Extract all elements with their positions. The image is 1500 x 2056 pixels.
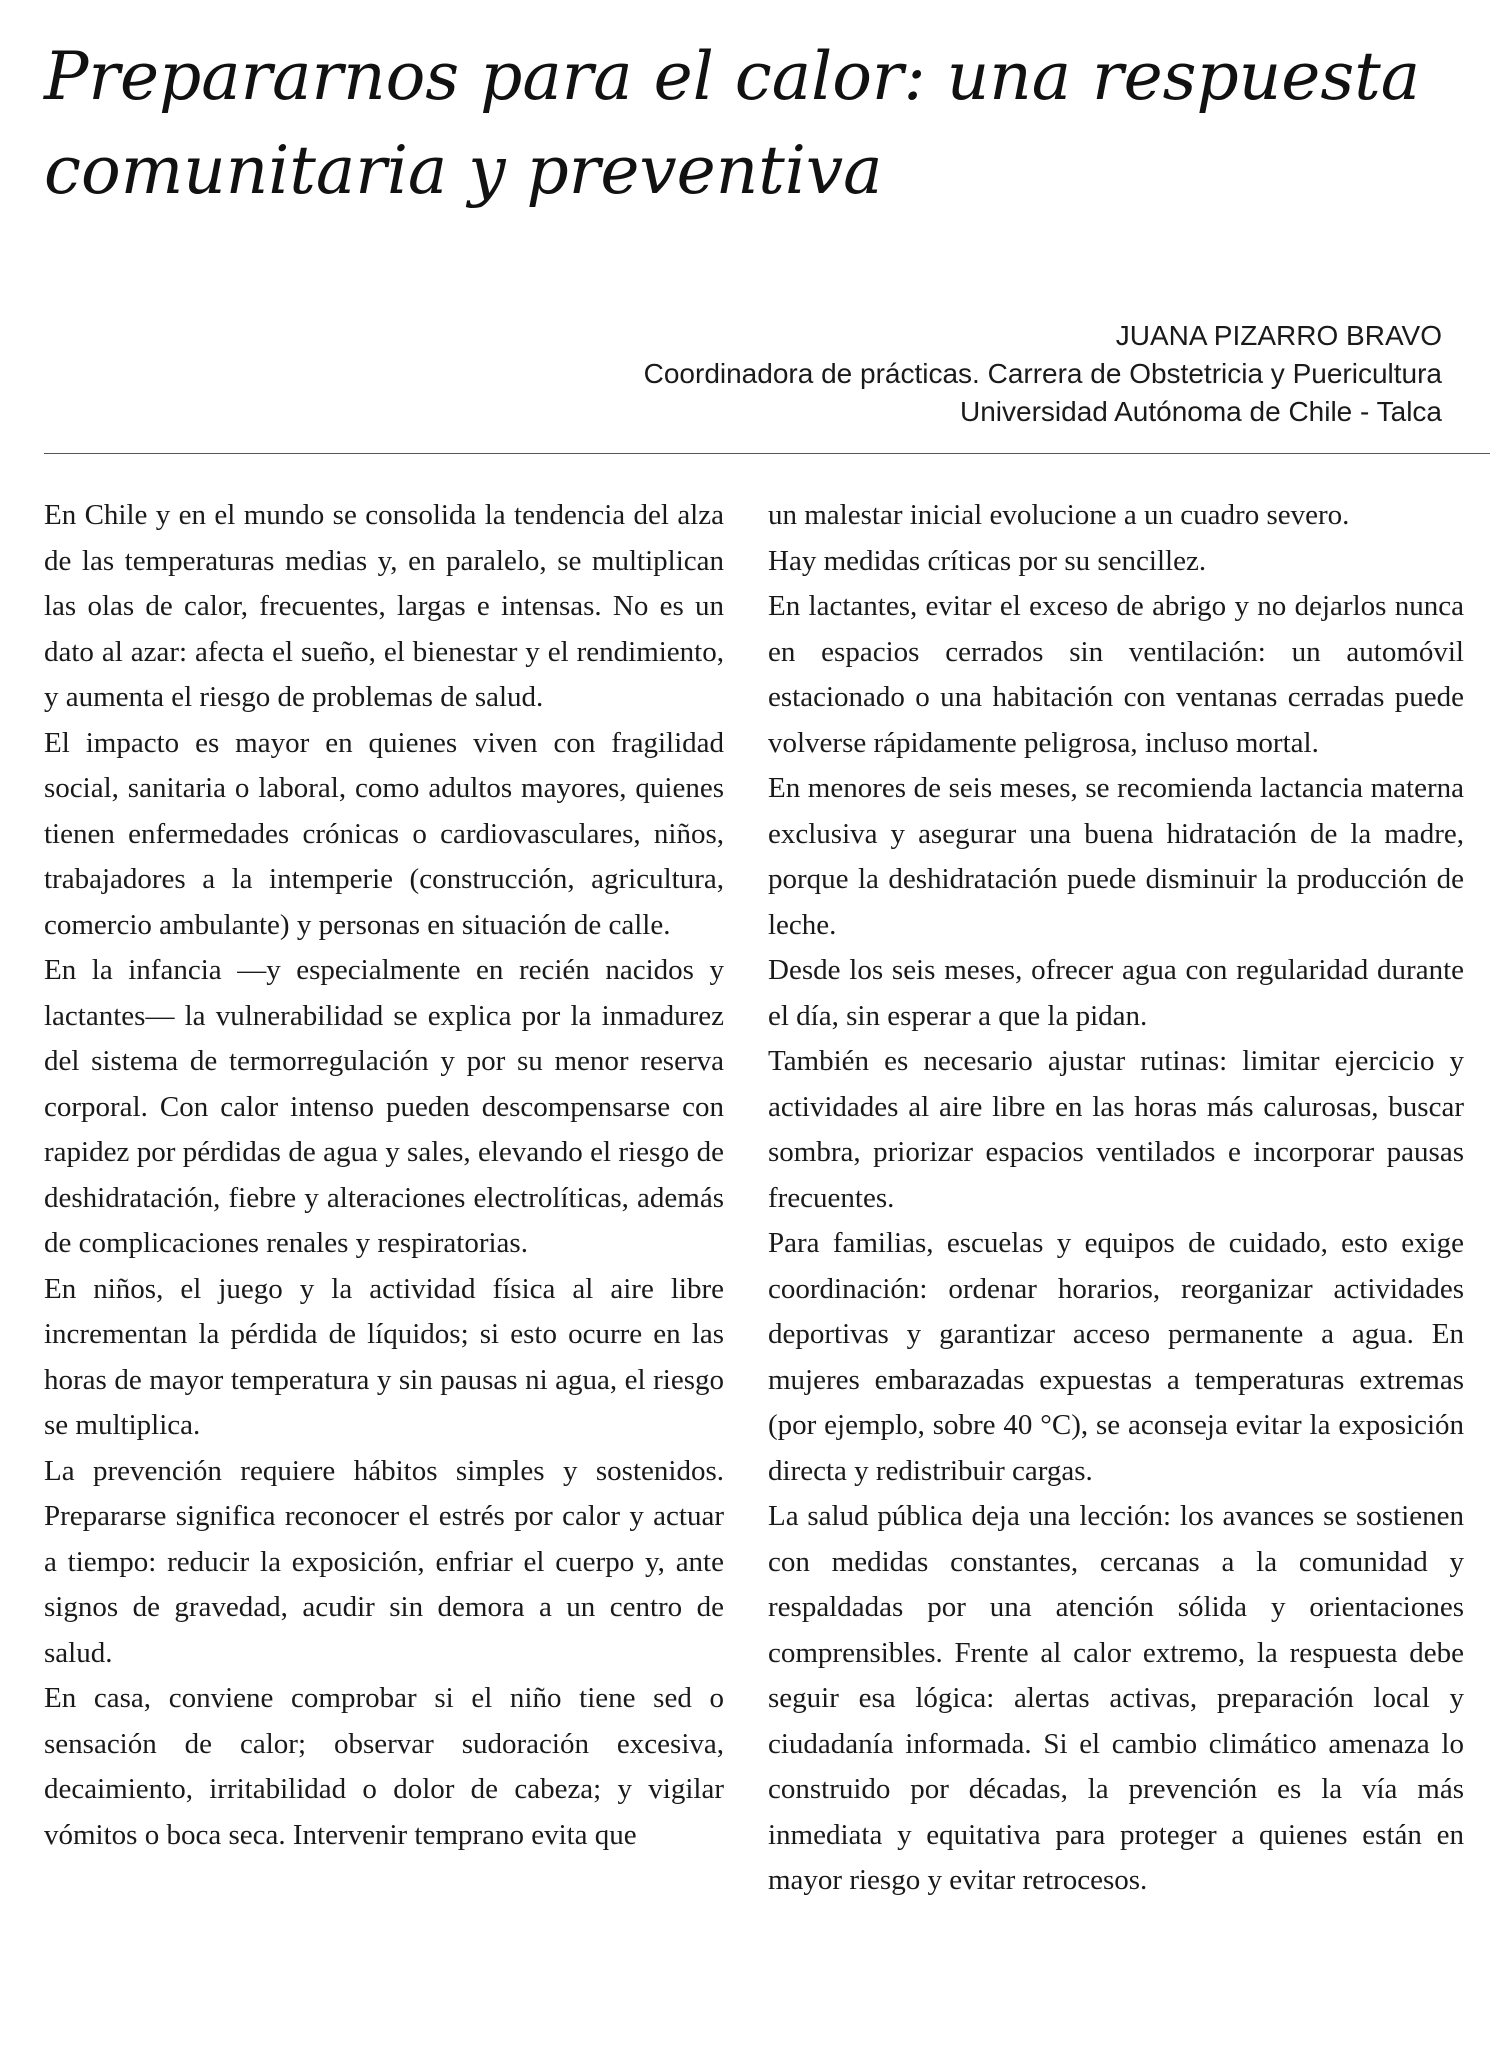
article-title: Prepararnos para el calor: una respuesta comunitaria y preventiva [44,38,1421,209]
paragraph: La salud pública deja una lección: los avances se sostienen con medidas constantes, cercanas a la comunidad y respaldadas por una atención sólida y orientaciones comprensibles. Frente al calor extremo, la respuesta debe seguir esa lógica: alertas activas, preparación local y ciudadanía informada. Si el cambio climático amenaza lo construido por décadas, la prevención es la vía más inmediata y equitativa para proteger a quienes están en mayor riesgo y evitar retrocesos. [768,1500,1464,1896]
author-affiliation: Universidad Autónoma de Chile - Talca [960,396,1442,427]
paragraph: En Chile y en el mundo se consolida la tendencia del alza de las temperaturas medias y, en paralelo, se multiplican las olas de calor, frecuentes, largas e intensas. No es un dato al azar: afecta el sueño, el bienestar y el rendimiento, y aumenta el riesgo de problemas de salud. [44,499,724,713]
paragraph: En niños, el juego y la actividad física al aire libre incrementan la pérdida de líquidos; si esto ocurre en las horas de mayor temperatura y sin pausas ni agua, el riesgo se multiplica. [44,1272,724,1441]
paragraph: En la infancia —y especialmente en recién nacidos y lactantes— la vulnerabilidad se explica por la inmadurez del sistema de termorregulación y por su menor reserva corporal. Con calor intenso pueden descompensarse con rapidez por pérdidas de agua y sales, elevando el riesgo de deshidratación, fiebre y alteraciones electrolíticas, además de complicaciones renales y respiratorias. [44,954,724,1259]
author-name: JUANA PIZARRO BRAVO [1115,320,1442,351]
paragraph: En menores de seis meses, se recomienda lactancia materna exclusiva y asegurar una buena hidratación de la madre, porque la deshidratación puede disminuir la producción de leche. [768,772,1464,941]
author-byline [644,317,1442,431]
paragraph: También es necesario ajustar rutinas: limitar ejercicio y actividades al aire libre en las horas más calurosas, buscar sombra, priorizar espacios ventilados e incorporar pausas frecuentes. [768,1045,1464,1214]
paragraph: un malestar inicial evolucione a un cuadro severo. [768,499,1350,531]
header-divider [44,453,1490,454]
paragraph: Hay medidas críticas por su sencillez. [768,544,1207,577]
paragraph: En casa, conviene comprobar si el niño tiene sed o sensación de calor; observar sudoración excesiva, decaimiento, irritabilidad o dolor de cabeza; y vigilar vómitos o boca seca. Intervenir temprano evita que [44,1682,724,1851]
paragraph: Para familias, escuelas y equipos de cuidado, esto exige coordinación: ordenar horarios, reorganizar actividades deportivas y garantizar acceso permanente a agua. En mujeres embarazadas expuestas a temperaturas extremas (por ejemplo, sobre 40 °C), se aconseja evitar la exposición directa y redistribuir cargas. [768,1227,1464,1487]
paragraph: La prevención requiere hábitos simples y sostenidos. Prepararse significa reconocer el estrés por calor y actuar a tiempo: reducir la exposición, enfriar el cuerpo y, ante signos de gravedad, acudir sin demora a un centro de salud. [44,1454,724,1669]
author-role: Coordinadora de prácticas. Carrera de Obstetricia y Puericultura [643,358,1442,389]
article-column-right [768,493,1464,1904]
paragraph: En lactantes, evitar el exceso de abrigo y no dejarlos nunca en espacios cerrados sin ventilación: un automóvil estacionado o una habitación con ventanas cerradas puede volverse rápidamente peligrosa, incluso mortal. [768,590,1464,759]
paragraph: El impacto es mayor en quienes viven con fragilidad social, sanitaria o laboral, como adultos mayores, quienes tienen enfermedades crónicas o cardiovasculares, niños, trabajadores a la intemperie (construcción, agricultura, comercio ambulante) y personas en situación de calle. [44,726,724,941]
paragraph: Desde los seis meses, ofrecer agua con regularidad durante el día, sin esperar a que la pidan. [768,954,1464,1032]
article-column-left [44,493,724,1858]
